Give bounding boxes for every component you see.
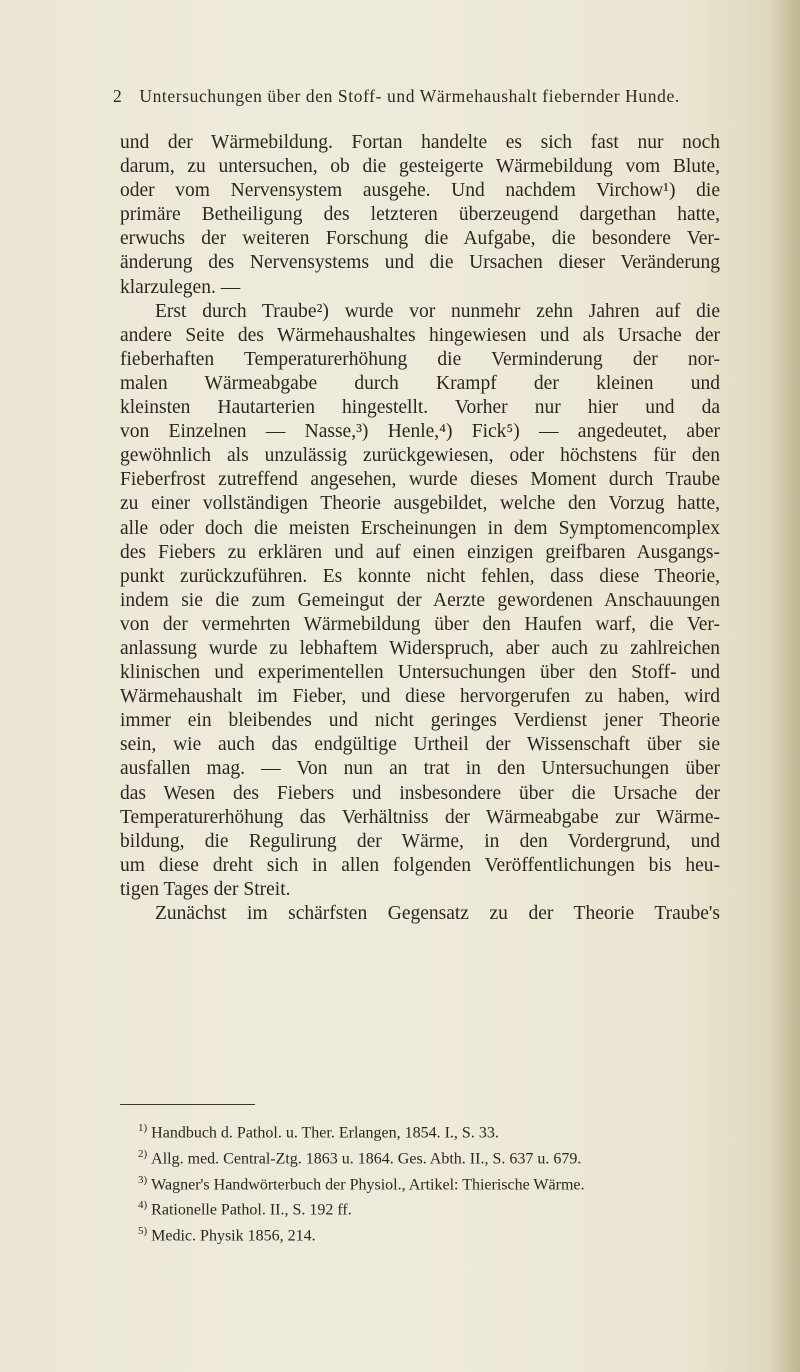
text-line: klinischen und experimentellen Untersuchungen über den Stoff- und [120,662,720,684]
footnote-mark: 1) [138,1122,148,1134]
footnote-text: Handbuch d. Pathol. u. Ther. Erlangen, 1854. I., S. 33. [151,1124,499,1142]
text-line: änderung des Nervensystems und die Ursachen dieser Veränderung [120,252,720,274]
text-line: von Einzelnen — Nasse,³) Henle,⁴) Fick⁵) — angedeutet, aber [120,421,720,443]
text-line: Zunächst im schärfsten Gegensatz zu der Theorie Traube's [155,903,720,924]
footnote [138,1144,738,1170]
footnote-text: Wagner's Handwörterbuch der Physiol., Artikel: Thierische Wärme. [151,1175,585,1193]
footnote-mark: 3) [138,1173,148,1186]
text-line: oder vom Nervensystem ausgehe. Und nachdem Virchow¹) die [120,180,720,202]
footnote [138,1221,738,1247]
text-line: Fieberfrost zutreffend angesehen, wurde dieses Moment durch Traube [120,469,720,491]
text-line: sein, wie auch das endgültige Urtheil der Wissenschaft über sie [120,734,720,756]
text-line: des Fiebers zu erklären und auf einen einzigen greifbaren Ausgangs- [120,541,720,563]
text-line: immer ein bleibendes und nicht geringes Verdienst jener Theorie [120,710,720,732]
text-line: erwuchs der weiteren Forschung die Aufgabe, die besondere Ver- [120,228,720,250]
footnotes [138,1118,738,1247]
footnote [138,1170,738,1196]
footnote-text: Medic. Physik 1856, 214. [151,1227,316,1245]
footnote-text: Allg. med. Central-Ztg. 1863 u. 1864. Ges. Abth. II., S. 637 u. 679. [151,1150,582,1168]
text-line: Erst durch Traube²) wurde vor nunmehr zehn Jahren auf die [155,300,720,322]
text-line: das Wesen des Fiebers und insbesondere über die Ursache der [120,782,720,804]
text-line: kleinsten Hautarterien hingestellt. Vorher nur hier und da [120,397,720,419]
text-line: darum, zu untersuchen, ob die gesteigerte Wärmebildung vom Blute, [120,156,720,178]
running-head [113,86,680,107]
body-text [120,131,720,926]
text-line: ausfallen mag. — Von nun an trat in den Untersuchungen über [120,758,720,780]
running-title: Untersuchungen über den Stoff- und Wärmehaushalt fiebernder Hunde. [139,86,680,106]
footnote-mark: 5) [138,1225,148,1238]
text-line: tigen Tages der Streit. [120,878,291,900]
text-line: Temperaturerhöhung das Verhältniss der Wärmeabgabe zur Wärme- [120,806,720,828]
footnote-mark: 4) [138,1199,148,1212]
text-line: andere Seite des Wärmehaushaltes hingewiesen und als Ursache der [120,324,720,346]
text-line: gewöhnlich als unzulässig zurückgewiesen, oder höchstens für den [120,445,720,467]
text-line: zu einer vollständigen Theorie ausgebildet, welche den Vorzug hatte, [120,493,720,515]
text-line: punkt zurückzuführen. Es konnte nicht fehlen, dass diese Theorie, [120,565,720,587]
text-line: primäre Betheiligung des letzteren überzeugend dargethan hatte, [120,204,720,226]
text-line: Wärmehaushalt im Fieber, und diese hervorgerufen zu haben, wird [120,686,720,708]
footnote-mark: 2) [138,1147,148,1160]
footnote-divider [120,1104,255,1105]
text-line: von der vermehrten Wärmebildung über den Haufen warf, die Ver- [120,613,720,635]
text-line: klarzulegen. — [120,276,241,298]
footnote [138,1118,738,1144]
page-number: 2 [113,86,123,106]
text-line: fieberhaften Temperaturerhöhung die Verminderung der nor- [120,348,720,370]
text-line: und der Wärmebildung. Fortan handelte es sich fast nur noch [120,132,720,153]
footnote-text: Rationelle Pathol. II., S. 192 ff. [151,1201,352,1219]
footnote [138,1195,738,1221]
text-line: bildung, die Regulirung der Wärme, in den Vordergrund, und [120,830,720,852]
text-line: alle oder doch die meisten Erscheinungen in dem Symptomencomplex [120,517,720,539]
text-line: anlassung wurde zu lebhaftem Widerspruch, aber auch zu zahlreichen [120,637,720,659]
text-line: um diese dreht sich in allen folgenden Veröffentlichungen bis heu- [120,854,720,876]
text-line: indem sie die zum Gemeingut der Aerzte gewordenen Anschauungen [120,589,720,611]
text-line: malen Wärmeabgabe durch Krampf der kleinen und [120,372,720,394]
page-edge-shadow [770,0,800,1372]
